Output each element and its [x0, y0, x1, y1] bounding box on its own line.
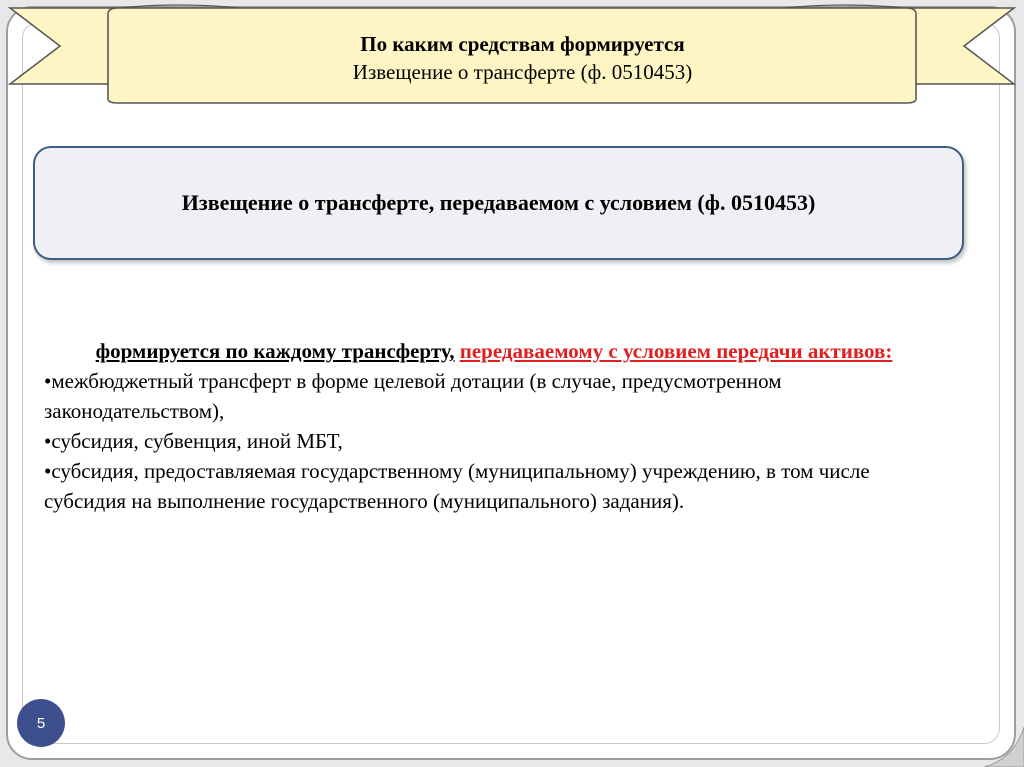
body-heading-part1: формируется по каждому трансферту,: [95, 339, 455, 363]
bullet-item: •субсидия, предоставляемая государственному (муниципальному) учреждению, в том числе субсидия на выполнение государственного (муниципального) задания).: [44, 459, 870, 513]
page-number-badge: 5: [17, 699, 65, 747]
banner-subtitle: Извещение о трансферте (ф. 0510453): [352, 60, 693, 84]
title-banner: [0, 0, 1024, 110]
bullet-item: •межбюджетный трансферт в форме целевой дотации (в случае, предусмотренном законодательством),: [44, 369, 782, 423]
page-curl-icon: [984, 727, 1024, 767]
banner-text: [110, 30, 935, 86]
body-heading: [44, 336, 944, 366]
body-heading-part2: передаваемому с условием передачи активов:: [459, 339, 893, 363]
bullet-item: •субсидия, субвенция, иной МБТ,: [44, 429, 343, 453]
banner-title: По каким средствам формируется: [360, 32, 685, 56]
notice-box: [33, 146, 964, 260]
body-text: [44, 336, 944, 516]
notice-box-text: Извещение о трансферте, передаваемом с условием (ф. 0510453): [181, 190, 816, 215]
